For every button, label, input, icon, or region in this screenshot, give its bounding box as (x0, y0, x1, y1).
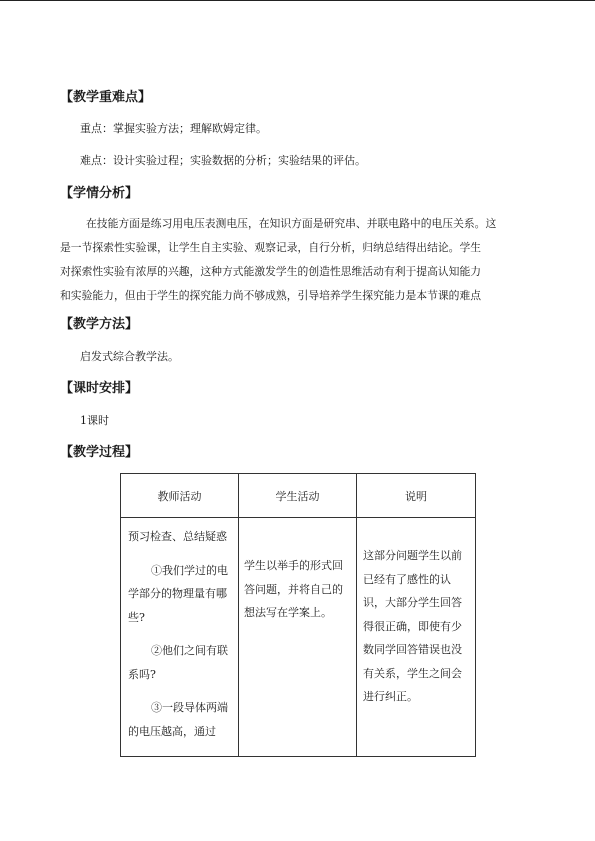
header-student-activity: 学生活动 (239, 474, 357, 518)
header-notes: 说明 (357, 474, 476, 518)
analysis-line: 是一节探索性实验课，让学生自主实验、观察记录，自行分析，归纳总结得出结论。学生 (60, 241, 482, 254)
heading-schedule: 【课时安排】 (60, 381, 139, 396)
teacher-question-3: ③一段导体两端的电压越高，通过 (128, 701, 228, 738)
analysis-line: 对探索性实验有浓厚的兴趣，这种方式能激发学生的创造性思维活动有利于提高认知能力 (60, 265, 482, 278)
heading-method: 【教学方法】 (60, 317, 139, 332)
analysis-line: 和实验能力，但由于学生的探究能力尚不够成熟，引导培养学生探究能力是本节课的难点 (60, 289, 482, 302)
header-teacher-activity: 教师活动 (121, 474, 239, 518)
analysis-line: 在技能方面是练习用电压表测电压，在知识方面是研究串、并联电路中的电压关系。这 (86, 217, 497, 230)
table-row (121, 518, 476, 757)
notes-text: 这部分问题学生以前已经有了感性的认识，大部分学生回答得很正确，即使有少数同学回答错误也没有关系，学生之间会进行纠正。 (363, 549, 462, 703)
process-table (120, 473, 476, 757)
student-activity-cell (239, 518, 357, 757)
top-rule (0, 0, 595, 1)
notes-cell (357, 518, 476, 757)
teacher-question-1: ①我们学过的电学部分的物理量有哪些? (128, 563, 228, 624)
student-activity-text: 学生以举手的形式回答问题，并将自己的想法写在学案上。 (244, 559, 343, 619)
difficulty-text: 难点：设计实验过程；实验数据的分析；实验结果的评估。 (80, 154, 366, 167)
table-header-row (121, 474, 476, 518)
heading-process: 【教学过程】 (60, 445, 139, 460)
teacher-activity-cell (121, 518, 239, 757)
method-text: 启发式综合教学法。 (80, 350, 179, 363)
focus-text: 重点：掌握实验方法；理解欧姆定律。 (80, 122, 267, 135)
schedule-text: 1课时 (80, 414, 109, 427)
teacher-intro: 预习检查、总结疑惑 (128, 530, 227, 543)
teacher-question-2: ②他们之间有联系吗? (128, 644, 228, 681)
heading-key-points: 【教学重难点】 (60, 90, 152, 105)
heading-analysis: 【学情分析】 (60, 186, 139, 201)
